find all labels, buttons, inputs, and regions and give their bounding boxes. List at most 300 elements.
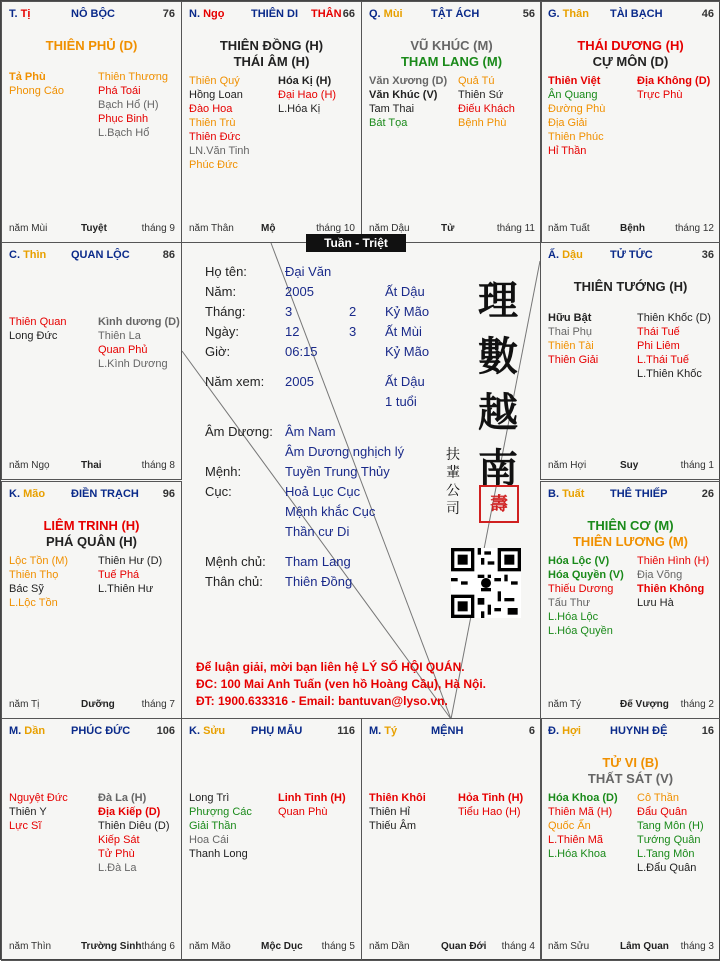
palace-name: PHÚC ĐỨC	[71, 725, 131, 737]
palace-number: 86	[162, 249, 175, 261]
info-value: 2005	[285, 284, 314, 299]
branch-prefix: M.	[9, 725, 25, 737]
star-item: Thiên Việt	[548, 75, 601, 87]
info-value: Thần cư Di	[285, 524, 350, 539]
star-item: Tả Phù	[9, 71, 46, 83]
palace-cell-suu[interactable]	[181, 718, 362, 961]
footer-phase: Dưỡng	[81, 699, 115, 710]
palace-number: 116	[337, 725, 355, 737]
star-item: Đào Hoa	[189, 103, 233, 115]
footer-month: tháng 5	[321, 941, 355, 952]
palace-number: 16	[701, 725, 714, 737]
branch-prefix: N.	[189, 8, 204, 20]
palace-name: NÔ BỘC	[71, 8, 115, 20]
star-item: Phục Binh	[98, 113, 149, 125]
footer-year: năm Mão	[189, 941, 231, 952]
star-item: Bệnh Phù	[458, 117, 507, 129]
calligraphy-char: 南	[478, 445, 518, 492]
palace-branch	[548, 249, 583, 261]
info-label: Cục:	[205, 484, 232, 499]
footer-year: năm Thân	[189, 223, 234, 234]
star-item: Kình dương (D)	[98, 316, 180, 328]
main-star: THIÊN ĐỒNG (H)	[219, 38, 324, 53]
palace-cell-dan[interactable]	[1, 718, 182, 961]
star-item: Văn Xương (D)	[369, 75, 448, 87]
info-label: Ngày:	[205, 324, 239, 339]
minor-stars-left	[9, 315, 66, 343]
minor-stars-right	[98, 70, 168, 140]
star-item: Hỉ Thần	[548, 145, 587, 157]
branch-name: Tý	[384, 725, 398, 737]
info-value-lunar: 3	[349, 324, 357, 339]
minor-stars-right	[278, 791, 346, 819]
palace-cell-mui[interactable]	[361, 1, 542, 243]
star-item: Thiên Trù	[189, 117, 236, 129]
palace-name: MỆNH	[431, 725, 464, 737]
star-item: Bạch Hổ (H)	[98, 99, 159, 111]
star-item: Quan Phủ	[98, 344, 148, 356]
minor-stars-right	[637, 791, 704, 875]
palace-cell-mao[interactable]	[1, 481, 182, 719]
calligraphy-logo	[463, 273, 533, 497]
palace-number: 106	[156, 725, 175, 737]
star-item: Hữu Bật	[548, 312, 592, 324]
palace-branch	[548, 488, 584, 500]
info-value: Mệnh khắc Cục	[285, 504, 376, 519]
star-item: Tử Phù	[98, 848, 135, 860]
info-label: Giờ:	[205, 344, 231, 359]
info-value: 12	[285, 324, 300, 339]
tuan-triet-tab: Tuần - Triệt	[306, 234, 406, 252]
footer-year: năm Thìn	[9, 941, 52, 952]
star-item: Đẩu Quân	[637, 806, 688, 818]
minor-stars-left	[548, 791, 618, 861]
palace-name: TẬT ÁCH	[431, 8, 480, 20]
footer-month: tháng 2	[680, 699, 714, 710]
palace-name: TỬ TỨC	[610, 249, 653, 261]
star-item: Thiên Tài	[548, 340, 594, 352]
palace-cell-ngo[interactable]	[181, 1, 362, 243]
star-item: Phúc Đức	[189, 159, 238, 171]
info-value: Thiên Đồng	[285, 574, 353, 589]
footer-month: tháng 4	[501, 941, 535, 952]
info-value: Âm Nam	[285, 424, 336, 439]
info-value: 3	[285, 304, 293, 319]
calligraphy-char: 越	[478, 389, 518, 436]
star-item: L.Hóa Khoa	[548, 848, 607, 860]
branch-name: Tị	[20, 8, 31, 20]
footer-year: năm Mùi	[9, 223, 48, 234]
palace-header	[548, 488, 714, 504]
branch-name: Dậu	[562, 249, 583, 261]
palace-number: 56	[522, 8, 535, 20]
star-item: Hóa Khoa (D)	[548, 792, 618, 804]
branch-prefix: B.	[548, 488, 563, 500]
footer-phase: Lâm Quan	[620, 941, 669, 952]
palace-header	[9, 725, 175, 741]
footer-phase: Trường Sinh	[81, 941, 142, 952]
calligraphy-small-char: 司	[446, 501, 460, 517]
star-item: Nguyệt Đức	[9, 792, 68, 804]
star-item: Thái Tuế	[637, 326, 680, 338]
palace-footer	[9, 460, 175, 473]
palace-name: TÀI BẠCH	[610, 8, 663, 20]
star-item: Tấu Thư	[548, 597, 591, 609]
star-item: Địa Võng	[637, 569, 683, 581]
footer-month: tháng 8	[141, 460, 175, 471]
star-item: L.Kình Dương	[98, 358, 168, 370]
star-item: Bát Tọa	[369, 117, 408, 129]
star-item: L.Thiên Khốc	[637, 368, 702, 380]
palace-header	[548, 725, 714, 741]
palace-footer	[369, 941, 535, 954]
star-item: Thiên Phúc	[548, 131, 604, 143]
minor-stars-left	[369, 74, 447, 130]
palace-header	[189, 8, 355, 24]
footer-month: tháng 6	[141, 941, 175, 952]
minor-stars-left	[9, 70, 64, 98]
info-value: Tham Lang	[285, 554, 351, 569]
palace-cell-thin[interactable]	[1, 242, 182, 480]
footer-phase: Đế Vượng	[620, 699, 669, 710]
info-label: Mệnh chủ:	[205, 554, 266, 569]
palace-number: 36	[701, 249, 714, 261]
branch-name: Tuất	[562, 488, 585, 500]
star-item: Thiên Hình (H)	[637, 555, 710, 567]
palace-header	[189, 725, 355, 741]
main-star: THIÊN TƯỚNG (H)	[573, 279, 688, 294]
star-item: Địa Giải	[548, 117, 588, 129]
main-star: THIÊN PHỦ (D)	[45, 38, 138, 53]
star-item: Thiên Mã (H)	[548, 806, 613, 818]
minor-stars-right	[637, 554, 709, 610]
star-item: Quả Tú	[458, 75, 495, 87]
branch-prefix: K.	[9, 488, 24, 500]
palace-number: 76	[162, 8, 175, 20]
palace-header	[369, 725, 535, 741]
footer-phase: Quan Đới	[441, 941, 487, 952]
footer-year: năm Sửu	[548, 941, 590, 952]
main-star: VŨ KHÚC (M)	[410, 38, 493, 53]
info-label: Họ tên:	[205, 264, 247, 279]
star-item: Tuế Phá	[98, 569, 140, 581]
contact-line: ĐC: 100 Mai Anh Tuấn (ven hồ Hoàng Cầu), Hà Nội.	[196, 677, 487, 691]
info-value-canchi: Ất Dậu	[385, 374, 425, 389]
branch-name: Hợi	[562, 725, 581, 737]
palace-cell-than[interactable]	[540, 1, 720, 243]
info-label: Năm:	[205, 284, 237, 299]
main-star: THIÊN LƯƠNG (M)	[572, 534, 689, 549]
info-value: Hoả Lục Cục	[285, 484, 361, 499]
star-item: Hóa Quyền (V)	[548, 569, 624, 581]
calligraphy-char: 理	[478, 277, 518, 324]
star-item: Phong Cáo	[9, 85, 65, 97]
star-item: Tiểu Hao (H)	[458, 806, 521, 818]
footer-month: tháng 12	[675, 223, 714, 234]
info-value: 2005	[285, 374, 314, 389]
footer-year: năm Dần	[369, 941, 410, 952]
palace-name: QUAN LỘC	[71, 249, 130, 261]
star-item: Thiếu Âm	[369, 820, 417, 832]
star-item: Phá Toái	[98, 85, 141, 97]
palace-branch	[189, 725, 225, 737]
info-value: Tuyền Trung Thủy	[285, 464, 390, 479]
star-item: Thiên Giải	[548, 354, 599, 366]
star-item: Lực Sĩ	[9, 820, 42, 832]
star-item: Bác Sỹ	[9, 583, 44, 595]
star-item: Hồng Loan	[189, 89, 243, 101]
palace-branch	[548, 8, 589, 20]
branch-prefix: C.	[9, 249, 24, 261]
info-value-canchi: Ất Dậu	[385, 284, 425, 299]
star-item: Đường Phù	[548, 103, 606, 115]
footer-phase: Suy	[620, 460, 639, 471]
main-star: THIÊN CƠ (M)	[587, 518, 674, 533]
qr-code-icon[interactable]	[451, 548, 521, 618]
star-item: Quốc Ấn	[548, 820, 591, 832]
branch-name: Ngọ	[203, 8, 225, 20]
palace-number: 26	[701, 488, 714, 500]
star-item: Lộc Tồn (M)	[9, 555, 69, 567]
star-item: L.Thiên Hư	[98, 583, 154, 595]
footer-phase: Bệnh	[620, 223, 645, 234]
star-item: L.Hóa Quyền	[548, 625, 613, 637]
palace-branch	[9, 249, 46, 261]
palace-number: 66	[342, 8, 355, 20]
star-item: Hóa Lộc (V)	[548, 555, 610, 567]
star-item: Hỏa Tinh (H)	[458, 792, 524, 804]
star-item: Giải Thần	[189, 820, 237, 832]
star-item: L.Hóa Lộc	[548, 611, 599, 623]
palace-cell-dau[interactable]	[540, 242, 720, 480]
star-item: Thanh Long	[189, 848, 248, 860]
palace-name: HUYNH ĐỆ	[610, 725, 668, 737]
palace-name: THÊ THIẾP	[610, 488, 668, 500]
footer-phase: Tuyệt	[81, 223, 107, 234]
palace-cell-ty[interactable]	[1, 1, 182, 243]
branch-prefix: Đ.	[548, 725, 563, 737]
footer-year: năm Tuất	[548, 223, 590, 234]
main-star: LIÊM TRINH (H)	[43, 518, 140, 533]
star-item: L.Lộc Tồn	[9, 597, 58, 609]
footer-month: tháng 9	[141, 223, 175, 234]
calligraphy-small-char: 公	[446, 483, 460, 499]
minor-stars-left	[189, 791, 252, 861]
palace-footer	[9, 941, 175, 954]
main-star: TỬ VI (B)	[602, 755, 659, 770]
info-label: Âm Dương:	[205, 424, 273, 439]
red-seal: 壽	[479, 485, 519, 523]
branch-name: Mão	[23, 488, 46, 500]
palace-number: 96	[162, 488, 175, 500]
star-item: Hóa Kị (H)	[278, 75, 332, 87]
palace-cell-hoi[interactable]	[540, 718, 720, 961]
star-item: Thiên Đức	[189, 131, 241, 143]
star-item: Linh Tinh (H)	[278, 792, 346, 804]
palace-branch	[189, 8, 224, 20]
palace-number: 46	[701, 8, 714, 20]
star-item: Địa Kiếp (D)	[98, 806, 161, 818]
palace-footer	[548, 941, 714, 954]
star-item: Điếu Khách	[458, 103, 515, 115]
info-value: 06:15	[285, 344, 318, 359]
star-item: Phượng Các	[189, 806, 252, 818]
info-label: Thân chủ:	[205, 574, 263, 589]
palace-header	[9, 249, 175, 265]
star-item: Thiên Khốc (D)	[637, 312, 711, 324]
palace-branch	[369, 8, 403, 20]
star-item: Thiên Khôi	[369, 792, 426, 804]
star-item: Thiên La	[98, 330, 141, 342]
star-item: Thiên Diêu (D)	[98, 820, 170, 832]
contact-line: Để luận giải, mời bạn liên hệ LÝ SỐ HỘI QUÁN.	[196, 660, 465, 674]
footer-month: tháng 7	[141, 699, 175, 710]
info-value-canchi: 1 tuổi	[385, 394, 417, 409]
star-item: Phi Liêm	[637, 340, 680, 352]
branch-name: Sửu	[203, 725, 226, 737]
footer-phase: Tử	[441, 223, 455, 234]
star-item: Thiên Quan	[9, 316, 67, 328]
minor-stars-left	[9, 554, 68, 610]
footer-year: năm Tý	[548, 699, 582, 710]
minor-stars-right	[98, 791, 170, 875]
info-value-canchi: Kỷ Mão	[385, 344, 430, 359]
star-item: Trực Phù	[637, 89, 683, 101]
palace-header	[9, 488, 175, 504]
footer-month: tháng 11	[496, 223, 535, 234]
info-value: Đại Văn	[285, 264, 332, 279]
palace-header	[369, 8, 535, 24]
star-item: L.Thái Tuế	[637, 354, 689, 366]
contact-line: ĐT: 1900.633316 - Email: bantuvan@lyso.vn.	[196, 694, 448, 708]
branch-prefix: K.	[189, 725, 204, 737]
palace-branch	[9, 8, 30, 20]
star-item: Long Đức	[9, 330, 58, 342]
star-item: Thiên Thương	[98, 71, 169, 83]
main-star: THÁI ÂM (H)	[233, 54, 310, 69]
minor-stars-right	[458, 74, 515, 130]
star-item: Thiên Y	[9, 806, 47, 818]
star-item: L.Thiên Mã	[548, 834, 604, 846]
palace-footer	[548, 460, 714, 473]
info-label: Năm xem:	[205, 374, 265, 389]
palace-branch	[9, 725, 45, 737]
footer-year: năm Ngọ	[9, 460, 50, 471]
star-item: Tướng Quân	[637, 834, 701, 846]
palace-footer	[9, 699, 175, 712]
star-item: Thiên Sứ	[458, 89, 504, 101]
footer-month: tháng 1	[680, 460, 714, 471]
star-item: Hoa Cái	[189, 834, 229, 846]
palace-branch	[548, 725, 581, 737]
star-item: Lưu Hà	[637, 597, 674, 609]
palace-branch	[9, 488, 45, 500]
footer-phase: Thai	[81, 460, 102, 471]
minor-stars-right	[637, 311, 711, 381]
star-item: Đại Hao (H)	[278, 89, 337, 101]
palace-name: THIÊN DI	[251, 8, 299, 20]
footer-phase: Mộc Dục	[261, 941, 303, 952]
branch-name: Mùi	[383, 8, 403, 20]
main-star: THÁI DƯƠNG (H)	[577, 38, 684, 53]
palace-header	[548, 249, 714, 265]
main-star: THẤT SÁT (V)	[587, 771, 674, 786]
palace-branch	[369, 725, 397, 737]
minor-stars-left	[548, 74, 605, 158]
palace-number: 6	[528, 725, 535, 737]
star-item: Đà La (H)	[98, 792, 147, 804]
minor-stars-right	[98, 554, 162, 596]
star-item: Quan Phù	[278, 806, 328, 818]
branch-prefix: Ấ.	[548, 249, 563, 261]
branch-prefix: M.	[369, 725, 385, 737]
star-item: L.Tang Môn	[637, 848, 695, 860]
calligraphy-small-char: 輩	[446, 465, 460, 481]
palace-cell-tuat[interactable]	[540, 481, 720, 719]
star-item: Long Trì	[189, 792, 230, 804]
minor-stars-left	[548, 554, 624, 638]
branch-name: Dần	[24, 725, 46, 737]
minor-stars-right	[98, 315, 180, 371]
star-item: Thiên Quý	[189, 75, 240, 87]
calligraphy-small-char: 扶	[446, 447, 460, 463]
footer-phase: Mộ	[261, 223, 276, 234]
main-star: PHÁ QUÂN (H)	[46, 534, 137, 549]
branch-prefix: T.	[9, 8, 21, 20]
palace-footer	[548, 699, 714, 712]
info-label: Tháng:	[205, 304, 246, 319]
star-item: Thiên Hư (D)	[98, 555, 163, 567]
info-value: Âm Dương nghịch lý	[285, 444, 405, 459]
star-item: Văn Khúc (V)	[369, 89, 438, 101]
star-item: Cô Thần	[637, 792, 679, 804]
star-item: L.Đà La	[98, 862, 137, 874]
palace-footer	[189, 941, 355, 954]
info-value-canchi: Kỷ Mão	[385, 304, 430, 319]
calligraphy-char: 數	[478, 333, 518, 380]
minor-stars-left	[9, 791, 68, 833]
palace-footer	[9, 223, 175, 236]
branch-prefix: G.	[548, 8, 563, 20]
star-item: Ân Quang	[548, 89, 598, 101]
info-label: Mệnh:	[205, 464, 242, 479]
info-value-lunar: 2	[349, 304, 357, 319]
minor-stars-left	[548, 311, 598, 367]
footer-year: năm Tị	[9, 699, 40, 710]
branch-name: Thìn	[23, 249, 47, 261]
star-item: Thiên Hỉ	[369, 806, 410, 818]
palace-cell-ty2[interactable]	[361, 718, 542, 961]
main-star: THAM LANG (M)	[400, 54, 503, 69]
footer-year: năm Dậu	[369, 223, 410, 234]
minor-stars-right	[278, 74, 336, 116]
star-item: L.Hóa Kị	[278, 103, 321, 115]
star-item: Địa Không (D)	[637, 75, 711, 87]
minor-stars-left	[189, 74, 250, 172]
footer-month: tháng 10	[316, 223, 355, 234]
footer-month: tháng 3	[680, 941, 714, 952]
palace-name: ĐIỀN TRẠCH	[71, 488, 139, 500]
star-item: Thiên Không	[637, 583, 705, 595]
palace-footer	[548, 223, 714, 236]
minor-stars-right	[637, 74, 710, 102]
branch-name: Thân	[562, 8, 589, 20]
calligraphy-subtitle	[446, 446, 466, 518]
palace-header	[548, 8, 714, 24]
star-item: LN.Văn Tinh	[189, 145, 250, 157]
branch-prefix: Q.	[369, 8, 384, 20]
star-item: Thai Phụ	[548, 326, 593, 338]
